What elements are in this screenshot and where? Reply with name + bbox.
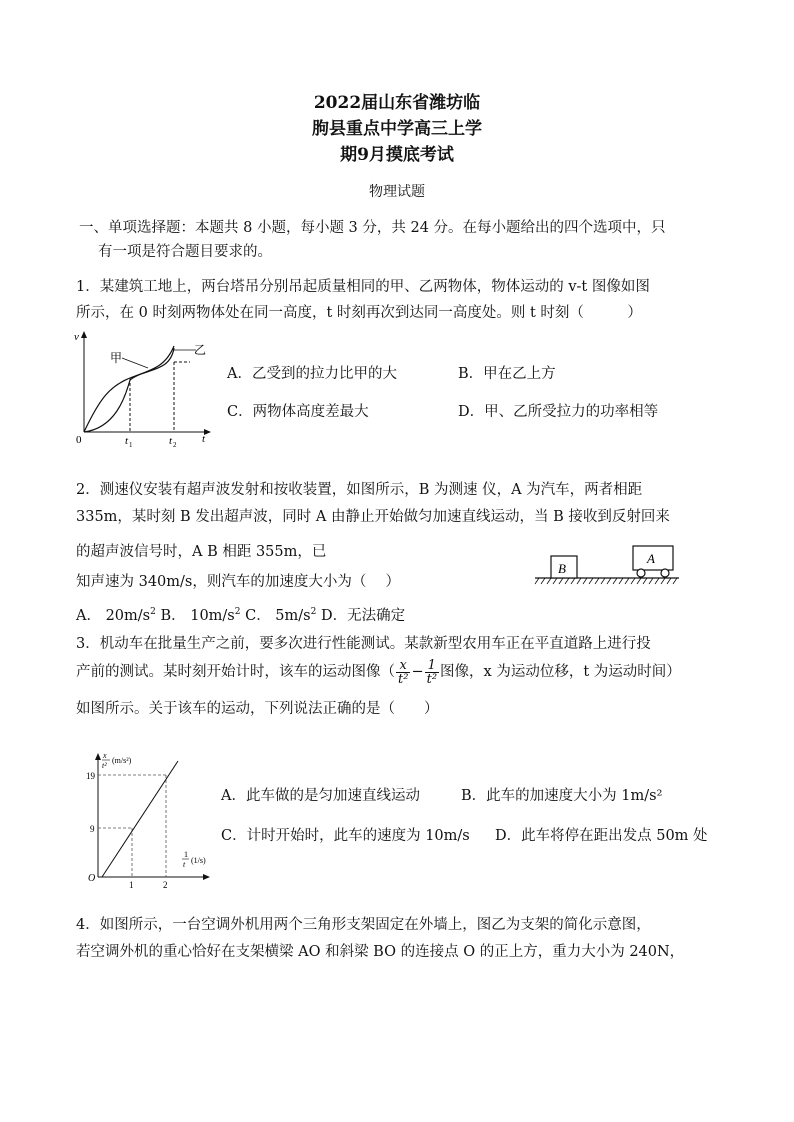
curve-jia [84,346,174,432]
q2-option-c: C． 5m/s [245,608,311,624]
q1-label-jia: 甲 [110,351,123,365]
q3-y-label-num: x [103,751,107,760]
q2-stem-line2: 335m，某时刻 B 发出超声波，同时 A 由静止开始做匀加速直线运动，当 B 接收到反射回来 [76,509,670,525]
q3-stem-line1: 3．机动车在批量生产之前，要多次进行性能测试。某款新型农用车正在平直道路上进行投 [76,636,651,652]
q1-stem-line2: 所示，在 0 时刻两物体处在同一高度，t 时刻再次到达同一高度处。则 t 时刻（ ） [76,305,642,321]
q1-x-axis-label: t [202,433,206,445]
q2-option-d: D．无法确定 [320,608,406,624]
q1-stem-line1: 1．某建筑工地上，两台塔吊分别吊起质量相同的甲、乙两物体，物体运动的 v-t 图像如图 [76,279,650,295]
q3-y-tick-19: 19 [86,771,95,781]
q3-y-tick-9: 9 [90,824,95,834]
q3-option-b: B．此车的加速度大小为 1m/s² [461,788,663,804]
section-instruction-line1: 一、单项选择题：本题共 8 小题，每小题 3 分，共 24 分。在每小题给出的四个选项中，只 [79,220,666,236]
q1-t2-sub: 2 [173,441,177,448]
q2-option-b: B． 10m/s [160,608,235,624]
exam-title-line2: 朐县重点中学高三上学 [312,119,482,139]
q2-stem-line3: 的超声波信号时，A B 相距 355m，已 [76,544,327,560]
q1-option-d: D．甲、乙所受拉力的功率相等 [458,404,659,420]
q1-y-axis-label: v [74,331,79,343]
q1-label-yi: 乙 [194,343,207,357]
q2-label-b: B [558,561,566,576]
q3-option-d: D．此车将停在距出发点 50m 处 [495,828,708,844]
q1-t2-label: t [169,435,173,447]
q3-stem-line3: 如图所示。关于该车的运动，下列说法正确的是（ ） [76,701,439,717]
q1-option-c: C．两物体高度差最大 [227,404,369,420]
q3-y-label-den: t² [102,761,107,770]
q4-stem-line2: 若空调外机的重心恰好在支架横梁 AO 和斜梁 BO 的连接点 O 的正上方，重力大小为 240N， [76,944,685,960]
q1-vt-graph [70,328,215,448]
q3-x-tick-1: 1 [129,880,134,890]
q1-t1-label: t [125,435,129,447]
q2-stem-line1: 2．测速仪安装有超声波发射和按收装置，如图所示，B 为测速 仪，A 为汽车，两者相距 [76,482,643,498]
q3-plot-line [102,761,178,877]
q1-t1-sub: 1 [129,441,133,448]
q3-x-unit: (1/s) [191,856,206,865]
q2-label-a: A [647,551,655,566]
q3-origin-label: O [88,873,96,884]
q2-stem-line4: 知声速为 340m/s，则汽车的加速度大小为（ ） [76,574,400,590]
q3-x-label-den: t [183,860,186,869]
q2-options: A． $20m/s^2$ B． $10m/s^2$ C． $5m/s^2$ D．无法确定 [76,607,406,624]
q3-x-tick-2: 2 [163,880,168,890]
q3-option-a: A．此车做的是匀加速直线运动 [221,788,420,804]
q3-graph [82,747,222,892]
exam-title-line1: 2022届山东省潍坊临 [313,93,481,113]
q2-option-a: A． 20m/s [76,608,151,624]
exam-title-line3: 期9月摸底考试 [340,145,454,165]
q3-y-unit: (m/s²) [112,756,132,765]
q1-option-a: A．乙受到的拉力比甲的大 [227,366,397,382]
section-instruction-line2: 有一项是符合题目要求的。 [98,244,272,260]
q1-option-b: B．甲在乙上方 [458,366,556,382]
q2-diagram [533,540,683,590]
q3-stem-line2: 产前的测试。某时刻开始计时，该车的运动图像（ $\frac{x}{\text{t²}}$ − $\frac{1}{\text{t²}}$ 图像，x 为运动位移，t 为运动时间） [76,657,681,687]
q3-option-c: C．计时开始时，此车的速度为 10m/s [221,828,470,844]
q1-origin-label: 0 [76,434,82,446]
q3-x-label-num: 1 [184,850,188,859]
q4-stem-line1: 4．如图所示，一台空调外机用两个三角形支架固定在外墙上，图乙为支架的简化示意图， [76,917,651,933]
subject-title: 物理试题 [369,184,425,200]
